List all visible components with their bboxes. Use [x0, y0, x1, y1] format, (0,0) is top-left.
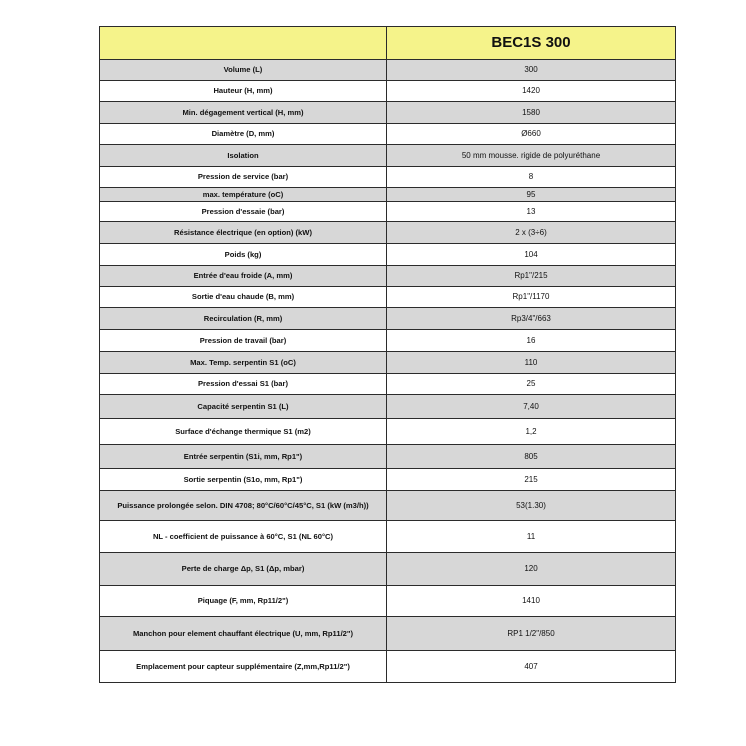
spec-value: 300: [387, 60, 676, 81]
spec-value: 215: [387, 469, 676, 491]
spec-row: [100, 651, 676, 683]
spec-label: Entrée serpentin (S1i, mm, Rp1"): [100, 445, 387, 469]
header-row: [100, 27, 676, 60]
spec-label: Pression de travail (bar): [100, 330, 387, 352]
spec-row: [100, 81, 676, 102]
spec-row: [100, 287, 676, 308]
spec-label: Résistance électrique (en option) (kW): [100, 222, 387, 244]
spec-label: Volume (L): [100, 60, 387, 81]
spec-label: Perte de charge Δp, S1 (Δp, mbar): [100, 553, 387, 586]
spec-value: 1410: [387, 586, 676, 617]
spec-table-body: [100, 27, 676, 683]
spec-label: Piquage (F, mm, Rp11/2"): [100, 586, 387, 617]
spec-label: Sortie serpentin (S1o, mm, Rp1"): [100, 469, 387, 491]
spec-value: 120: [387, 553, 676, 586]
spec-row: [100, 188, 676, 202]
spec-value: Rp3/4"/663: [387, 308, 676, 330]
spec-row: [100, 617, 676, 651]
spec-row: [100, 586, 676, 617]
spec-label: Capacité serpentin S1 (L): [100, 395, 387, 419]
spec-label: max. température (oC): [100, 188, 387, 202]
spec-label: Manchon pour element chauffant électrique (U, mm, Rp11/2"): [100, 617, 387, 651]
spec-label: Pression d'essai S1 (bar): [100, 374, 387, 395]
spec-row: [100, 445, 676, 469]
spec-label: NL - coefficient de puissance à 60°C, S1 (NL 60°C): [100, 521, 387, 553]
spec-label: Recirculation (R, mm): [100, 308, 387, 330]
spec-value: 25: [387, 374, 676, 395]
spec-label: Hauteur (H, mm): [100, 81, 387, 102]
spec-label: Sortie d'eau chaude (B, mm): [100, 287, 387, 308]
spec-value: 805: [387, 445, 676, 469]
spec-value: 95: [387, 188, 676, 202]
spec-row: [100, 521, 676, 553]
spec-row: [100, 60, 676, 81]
spec-label: Poids (kg): [100, 244, 387, 266]
spec-row: [100, 244, 676, 266]
spec-value: 11: [387, 521, 676, 553]
spec-value: 50 mm mousse. rigide de polyuréthane: [387, 145, 676, 167]
spec-label: Entrée d'eau froide (A, mm): [100, 266, 387, 287]
header-empty-cell: [100, 27, 387, 60]
spec-row: [100, 419, 676, 445]
spec-value: 16: [387, 330, 676, 352]
spec-row: [100, 222, 676, 244]
spec-value: 1580: [387, 102, 676, 124]
spec-label: Diamètre (D, mm): [100, 124, 387, 145]
spec-value: 7,40: [387, 395, 676, 419]
spec-label: Emplacement pour capteur supplémentaire (Z,mm,Rp11/2"): [100, 651, 387, 683]
spec-row: [100, 308, 676, 330]
spec-table: [99, 26, 676, 683]
spec-value: 53(1.30): [387, 491, 676, 521]
spec-label: Puissance prolongée selon. DIN 4708; 80°C/60°C/45°C, S1 (kW (m3/h)): [100, 491, 387, 521]
spec-label: Min. dégagement vertical (H, mm): [100, 102, 387, 124]
spec-row: [100, 266, 676, 287]
spec-row: [100, 145, 676, 167]
spec-value: 104: [387, 244, 676, 266]
product-title: BEC1S 300: [387, 27, 676, 60]
spec-value: 1,2: [387, 419, 676, 445]
spec-value: 110: [387, 352, 676, 374]
spec-row: [100, 374, 676, 395]
spec-label: Pression d'essaie (bar): [100, 202, 387, 222]
spec-value: Rp1"/1170: [387, 287, 676, 308]
spec-value: 2 x (3÷6): [387, 222, 676, 244]
spec-row: [100, 553, 676, 586]
spec-row: [100, 330, 676, 352]
spec-label: Isolation: [100, 145, 387, 167]
spec-row: [100, 469, 676, 491]
spec-label: Surface d'échange thermique S1 (m2): [100, 419, 387, 445]
spec-row: [100, 167, 676, 188]
spec-value: 1420: [387, 81, 676, 102]
spec-value: 13: [387, 202, 676, 222]
spec-label: Pression de service (bar): [100, 167, 387, 188]
spec-row: [100, 102, 676, 124]
spec-value: Ø660: [387, 124, 676, 145]
spec-row: [100, 202, 676, 222]
spec-row: [100, 491, 676, 521]
spec-value: 407: [387, 651, 676, 683]
spec-value: RP1 1/2"/850: [387, 617, 676, 651]
spec-row: [100, 124, 676, 145]
spec-row: [100, 352, 676, 374]
spec-value: Rp1"/215: [387, 266, 676, 287]
spec-value: 8: [387, 167, 676, 188]
spec-row: [100, 395, 676, 419]
spec-label: Max. Temp. serpentin S1 (oC): [100, 352, 387, 374]
